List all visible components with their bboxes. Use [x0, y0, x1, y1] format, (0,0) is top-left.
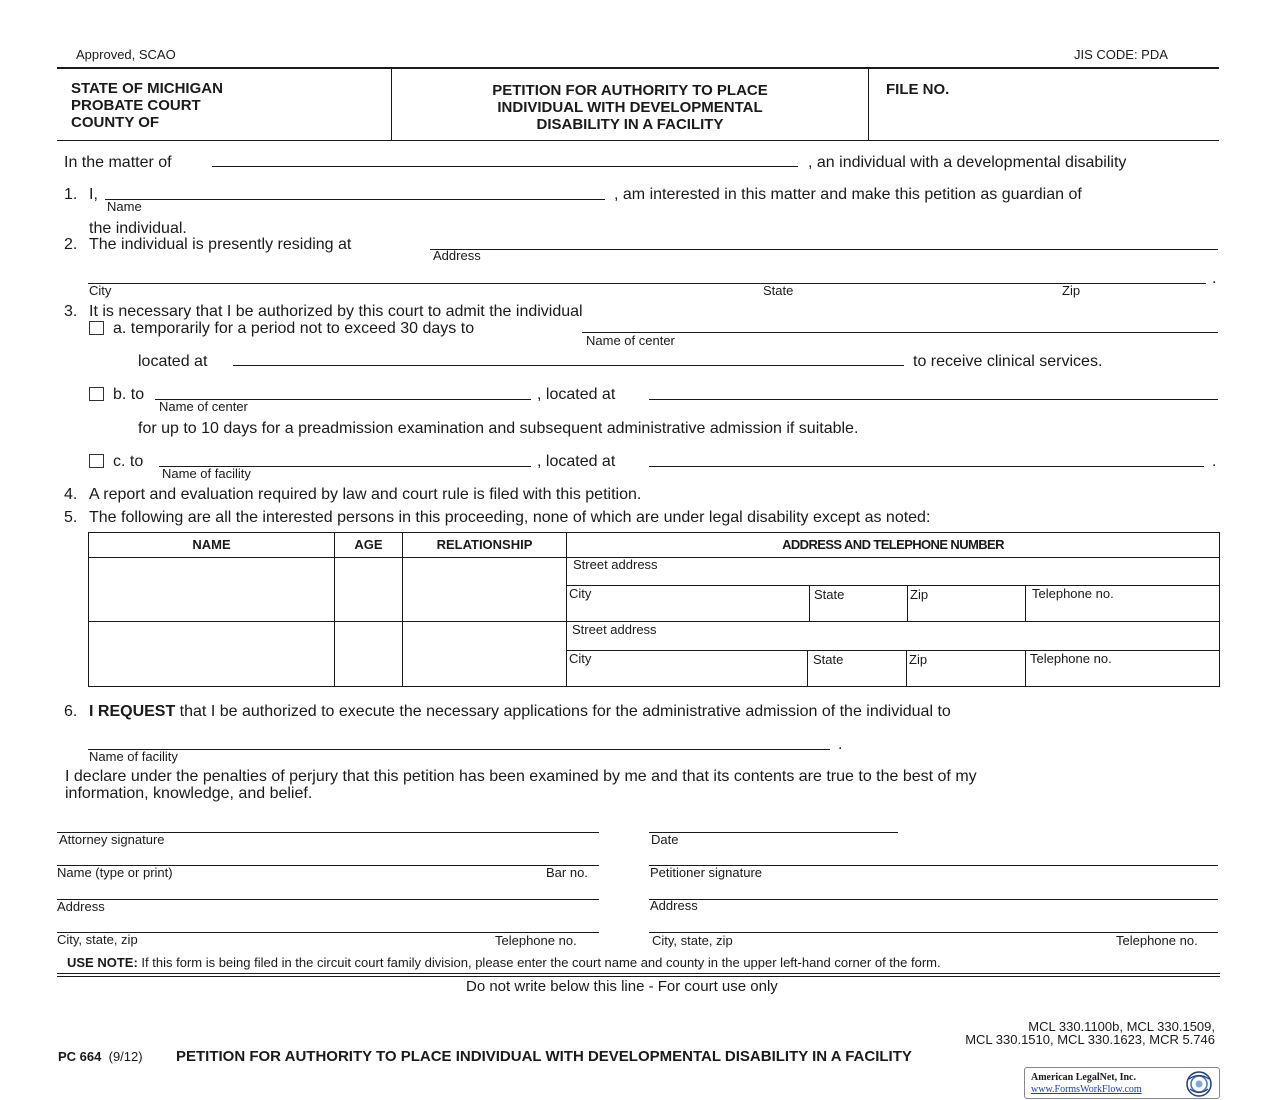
- attorney-city-label: City, state, zip: [57, 932, 138, 947]
- table-right-border: [1219, 532, 1220, 686]
- row-1-state-zip-divider: [907, 585, 908, 621]
- option-b-text: b. to: [113, 386, 145, 403]
- attorney-address-label: Address: [57, 899, 105, 914]
- option-b-center-label: Name of center: [159, 399, 248, 414]
- form-title-line-2: INDIVIDUAL WITH DEVELOPMENTAL: [497, 99, 763, 116]
- table-bottom-border: [88, 686, 1220, 687]
- option-c-facility-label: Name of facility: [162, 466, 251, 481]
- item-2-text: The individual is presently residing at: [89, 236, 352, 253]
- option-c-period: .: [1212, 453, 1217, 470]
- option-a-text: a. temporarily for a period not to exceed 30 days to: [113, 320, 475, 337]
- header-divider-2: [868, 68, 869, 140]
- mcl-line-1: MCL 330.1100b, MCL 330.1509,: [1028, 1019, 1215, 1034]
- court-line-3: COUNTY OF: [71, 114, 160, 131]
- matter-suffix: , an individual with a developmental disability: [808, 154, 1127, 171]
- globe-icon: [1182, 1070, 1216, 1098]
- mcl-line-2: MCL 330.1510, MCL 330.1623, MCR 5.746: [965, 1032, 1215, 1047]
- option-a-center-label: Name of center: [586, 333, 675, 348]
- date-label: Date: [651, 832, 679, 847]
- col-header-age: AGE: [354, 537, 383, 552]
- form-number-date: (9/12): [108, 1049, 143, 1064]
- item-1-line-2: the individual.: [89, 220, 187, 237]
- row-1-state-label: State: [814, 587, 845, 602]
- row-2-city-label: City: [569, 651, 592, 666]
- option-a-center-field[interactable]: [582, 332, 1218, 333]
- row-1-city-state-divider: [809, 585, 810, 621]
- court-use-only: Do not write below this line - For court use only: [466, 978, 778, 995]
- option-a-checkbox[interactable]: [89, 321, 104, 335]
- table-top-border: [88, 532, 1220, 533]
- use-note-rule-2: [57, 976, 1220, 977]
- row-1-city-label: City: [569, 586, 592, 601]
- col-divider-relationship-address: [566, 532, 567, 686]
- table-left-border: [88, 532, 89, 686]
- option-b-located-at: , located at: [537, 386, 616, 403]
- option-a-location-field[interactable]: [233, 365, 904, 366]
- petitioner-signature-label: Petitioner signature: [650, 865, 763, 880]
- petitioner-name-field[interactable]: [105, 199, 605, 200]
- item-3-text: It is necessary that I be authorized by this court to admit the individual: [89, 303, 583, 320]
- form-title-line-1: PETITION FOR AUTHORITY TO PLACE: [492, 82, 768, 99]
- approved-text: Approved, SCAO: [76, 47, 176, 62]
- col-header-relationship: RELATIONSHIP: [436, 537, 533, 552]
- court-line-2: PROBATE COURT: [71, 97, 201, 114]
- american-legalnet-logo[interactable]: [1024, 1067, 1220, 1099]
- row-2-state-label: State: [813, 652, 844, 667]
- petitioner-city-label: City, state, zip: [652, 933, 733, 948]
- item-6-period: .: [838, 736, 843, 753]
- row-2-phone-label: Telephone no.: [1030, 651, 1112, 666]
- form-number: [58, 1049, 143, 1064]
- item-2-period: .: [1212, 270, 1217, 287]
- attorney-telephone-label: Telephone no.: [495, 933, 577, 948]
- request-facility-field[interactable]: [88, 749, 830, 750]
- attorney-address-field[interactable]: [57, 899, 599, 900]
- item-6-body: that I be authorized to execute the necessary applications for the administrative admission of the individual to: [175, 703, 951, 720]
- use-note-rule-1: [57, 973, 1220, 974]
- row-1-zip-label: Zip: [910, 587, 929, 602]
- residence-city-label: City: [89, 283, 112, 298]
- header-top-rule: [57, 67, 1219, 69]
- item-6-text: [89, 703, 951, 721]
- item-1-prefix: I,: [89, 186, 98, 203]
- row-2-street-label: Street address: [572, 622, 657, 637]
- col-divider-age-relationship: [402, 532, 403, 686]
- petitioner-telephone-label: Telephone no.: [1116, 933, 1198, 948]
- option-b-location-field[interactable]: [649, 399, 1218, 400]
- use-note-label: USE NOTE:: [67, 955, 138, 970]
- item-4-number: 4.: [64, 486, 78, 503]
- col-header-address: ADDRESS AND TELEPHONE NUMBER: [782, 537, 1004, 552]
- residence-address-field[interactable]: [430, 249, 1218, 250]
- item-5-number: 5.: [64, 509, 78, 526]
- i-request-bold: I REQUEST: [89, 703, 176, 720]
- option-b-checkbox[interactable]: [89, 387, 104, 401]
- item-4-text: A report and evaluation required by law and court rule is filed with this petition.: [89, 486, 642, 503]
- item-3-number: 3.: [64, 303, 78, 320]
- date-field[interactable]: [649, 832, 898, 833]
- row-2-zip-label: Zip: [909, 652, 928, 667]
- residence-city-state-zip-field[interactable]: [88, 283, 1206, 284]
- col-header-name: NAME: [192, 537, 231, 552]
- residence-state-label: State: [763, 283, 794, 298]
- form-number-code: PC 664: [58, 1049, 102, 1064]
- logo-company-name: American LegalNet, Inc.: [1031, 1072, 1136, 1083]
- option-b-line-2: for up to 10 days for a preadmission examination and subsequent administrative admission if suitable.: [138, 420, 859, 437]
- matter-name-field[interactable]: [212, 166, 798, 167]
- row-1-street-label: Street address: [573, 557, 658, 572]
- attorney-signature-label: Attorney signature: [59, 832, 165, 847]
- row-1-street-divider: [566, 585, 1220, 586]
- file-no-label: FILE NO.: [886, 81, 950, 98]
- option-c-checkbox[interactable]: [89, 454, 104, 468]
- residence-address-label: Address: [433, 248, 481, 263]
- option-a-suffix: to receive clinical services.: [913, 353, 1103, 370]
- item-2-number: 2.: [64, 236, 78, 253]
- row-1-zip-phone-divider: [1025, 585, 1026, 621]
- petitioner-address-label: Address: [650, 898, 698, 913]
- petitioner-address-field[interactable]: [649, 899, 1218, 900]
- matter-prefix: In the matter of: [64, 154, 172, 171]
- declaration-line-1: I declare under the penalties of perjury that this petition has been examined by me and that its contents are true to the best of my: [65, 768, 977, 785]
- item-1-suffix: , am interested in this matter and make this petition as guardian of: [614, 186, 1082, 203]
- footer-form-title: PETITION FOR AUTHORITY TO PLACE INDIVIDUAL WITH DEVELOPMENTAL DISABILITY IN A FACILITY: [176, 1048, 912, 1065]
- declaration-line-2: information, knowledge, and belief.: [65, 785, 313, 802]
- bar-no-label: Bar no.: [546, 865, 588, 880]
- logo-url-link[interactable]: www.FormsWorkFlow.com: [1031, 1084, 1142, 1095]
- use-note-text: If this form is being filed in the circuit court family division, please enter the court name and county in the upper left-hand corner of the form.: [137, 955, 941, 970]
- form-title-line-3: DISABILITY IN A FACILITY: [536, 116, 724, 133]
- col-divider-name-age: [334, 532, 335, 686]
- item-5-text: The following are all the interested persons in this proceeding, none of which are under legal disability except as noted:: [89, 509, 931, 526]
- attorney-name-label: Name (type or print): [57, 865, 173, 880]
- petitioner-name-label: Name: [107, 199, 142, 214]
- row-2-city-state-divider: [807, 650, 808, 686]
- item-1-number: 1.: [64, 186, 78, 203]
- row-1-phone-label: Telephone no.: [1032, 586, 1114, 601]
- option-c-text: c. to: [113, 453, 144, 470]
- request-facility-label: Name of facility: [89, 749, 178, 764]
- option-c-located-at: , located at: [537, 453, 616, 470]
- row-2-state-zip-divider: [906, 650, 907, 686]
- use-note: [67, 955, 941, 970]
- row-2-zip-phone-divider: [1025, 650, 1026, 686]
- item-6-number: 6.: [64, 703, 78, 720]
- option-c-location-field[interactable]: [649, 466, 1204, 467]
- header-bottom-rule: [57, 140, 1219, 141]
- jis-code: JIS CODE: PDA: [1074, 47, 1168, 62]
- row-2-street-divider: [566, 650, 1220, 651]
- residence-zip-label: Zip: [1062, 283, 1081, 298]
- court-line-1: STATE OF MICHIGAN: [71, 80, 223, 97]
- option-a-located-at: located at: [138, 353, 208, 370]
